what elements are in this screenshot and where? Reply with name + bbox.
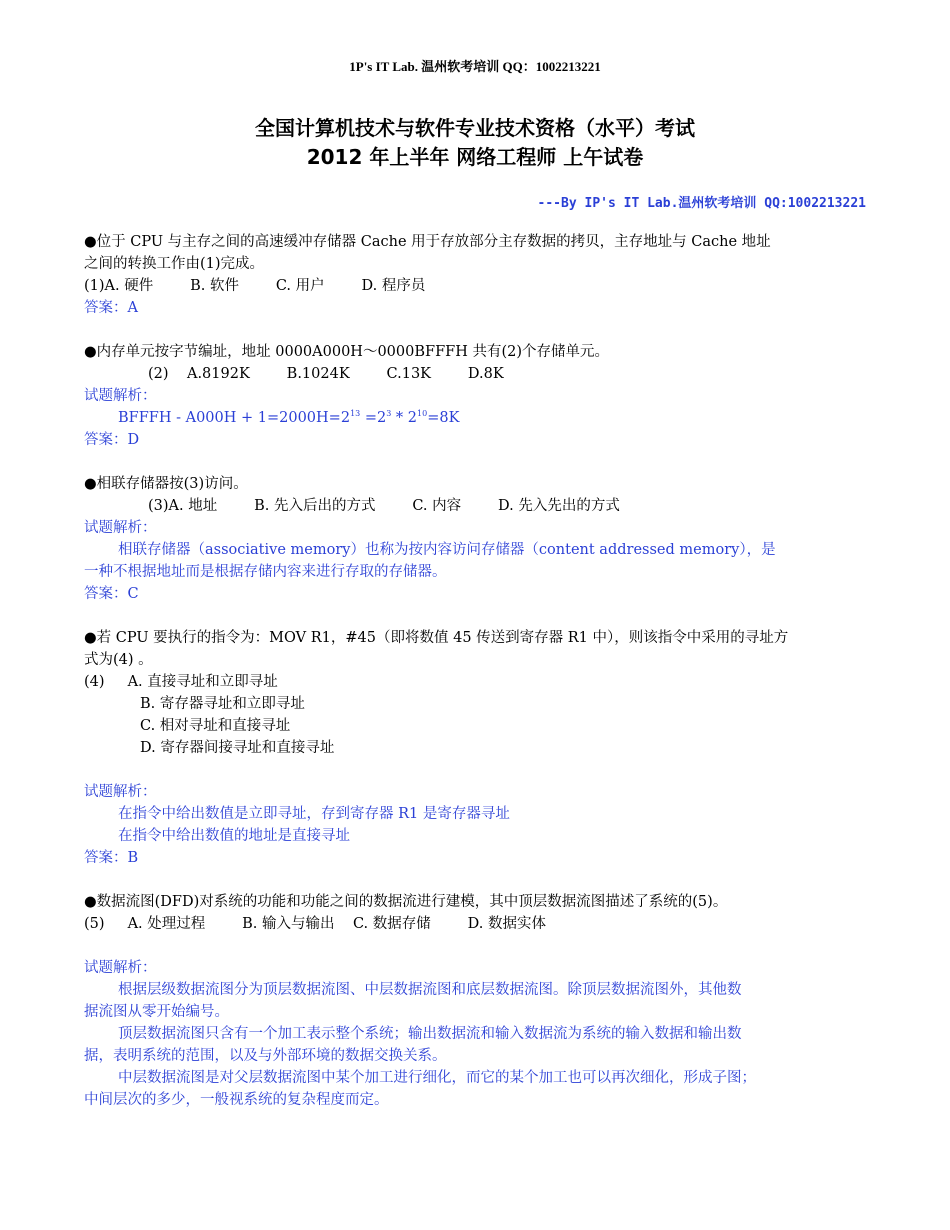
q3-options: (3)A. 地址 B. 先入后出的方式 C. 内容 D. 先入先出的方式	[148, 498, 620, 514]
exam-subtitle: 2012 年上半年 网络工程师 上午试卷	[306, 145, 644, 169]
q4-analysis-line2: 在指令中给出数值的地址是直接寻址	[118, 828, 350, 844]
q4-analysis-label: 试题解析：	[84, 784, 157, 800]
q4-option-d: D. 寄存器间接寻址和直接寻址	[140, 740, 335, 756]
page-header: 1P's IT Lab. 温州软考培训 QQ：1002213221	[349, 59, 601, 74]
q4-option-a: (4) A. 直接寻址和立即寻址	[84, 674, 278, 690]
q2-calculation: BFFFH - $A000H + 1=2000H=2^{13} =2^3 * 2^{10}=8K$	[118, 409, 460, 426]
q4-analysis-line1: 在指令中给出数值是立即寻址，存到寄存器 R1 是寄存器寻址	[118, 806, 510, 822]
q1-stem-line2: 之间的转换工作由(1)完成。	[84, 256, 265, 272]
q5-para3-line1: 中层数据流图是对父层数据流图中某个加工进行细化，而它的某个加工也可以再次细化，形成子图；	[118, 1070, 756, 1086]
q4-stem-line1: ●若 CPU 要执行的指令为：MOV R1，#45（即将数值 45 传送到寄存器 R1 中），则该指令中采用的寻址方	[84, 630, 789, 646]
q1-options: (1)A. 硬件 B. 软件 C. 用户 D. 程序员	[84, 278, 426, 294]
q4-option-b: B. 寄存器寻址和立即寻址	[140, 696, 305, 712]
q2-answer: 答案：D	[84, 432, 140, 448]
q1-answer: 答案：A	[84, 300, 138, 316]
q5-stem: ●数据流图(DFD)对系统的功能和功能之间的数据流进行建模，其中顶层数据流图描述了系统的(5)。	[84, 894, 728, 910]
question-list	[84, 231, 874, 1111]
q4-answer: 答案：B	[84, 850, 139, 866]
q3-analysis-line2: 一种不根据地址而是根据存储内容来进行存取的存储器。	[84, 564, 447, 580]
q3-answer: 答案：C	[84, 586, 139, 602]
q5-para3-line2: 中间层次的多少，一般视系统的复杂程度而定。	[84, 1092, 389, 1108]
q3-analysis-label: 试题解析：	[84, 520, 157, 536]
exam-title: 全国计算机技术与软件专业技术资格（水平）考试	[255, 116, 695, 140]
q4-stem-line2: 式为(4) 。	[84, 652, 153, 668]
q5-para1-line2: 据流图从零开始编号。	[84, 1004, 229, 1020]
q5-para2-line1: 顶层数据流图只含有一个加工表示整个系统；输出数据流和输入数据流为系统的输入数据和输出数	[118, 1026, 742, 1042]
q2-analysis-label: 试题解析：	[84, 388, 157, 404]
q3-stem: ●相联存储器按(3)访问。	[84, 476, 248, 492]
q5-analysis-label: 试题解析：	[84, 960, 157, 976]
q5-para1-line1: 根据层级数据流图分为顶层数据流图、中层数据流图和底层数据流图。除顶层数据流图外，其他数	[118, 982, 742, 998]
byline: ---By IP's IT Lab.温州软考培训 QQ:1002213221	[537, 196, 866, 211]
q5-options: (5) A. 处理过程 B. 输入与输出 C. 数据存储 D. 数据实体	[84, 916, 546, 932]
q5-para2-line2: 据，表明系统的范围，以及与外部环境的数据交换关系。	[84, 1048, 447, 1064]
q3-analysis-line1: 相联存储器（associative memory）也称为按内容访问存储器（content addressed memory），是	[118, 542, 776, 558]
q4-option-c: C. 相对寻址和直接寻址	[140, 718, 291, 734]
q2-stem: ●内存单元按字节编址，地址 0000A000H～0000BFFFH 共有(2)个存储单元。	[84, 344, 609, 360]
q2-options: (2) A.8192K B.1024K C.13K D.8K	[148, 366, 504, 382]
q1-stem-line1: ●位于 CPU 与主存之间的高速缓冲存储器 Cache 用于存放部分主存数据的拷贝，主存地址与 Cache 地址	[84, 234, 771, 250]
